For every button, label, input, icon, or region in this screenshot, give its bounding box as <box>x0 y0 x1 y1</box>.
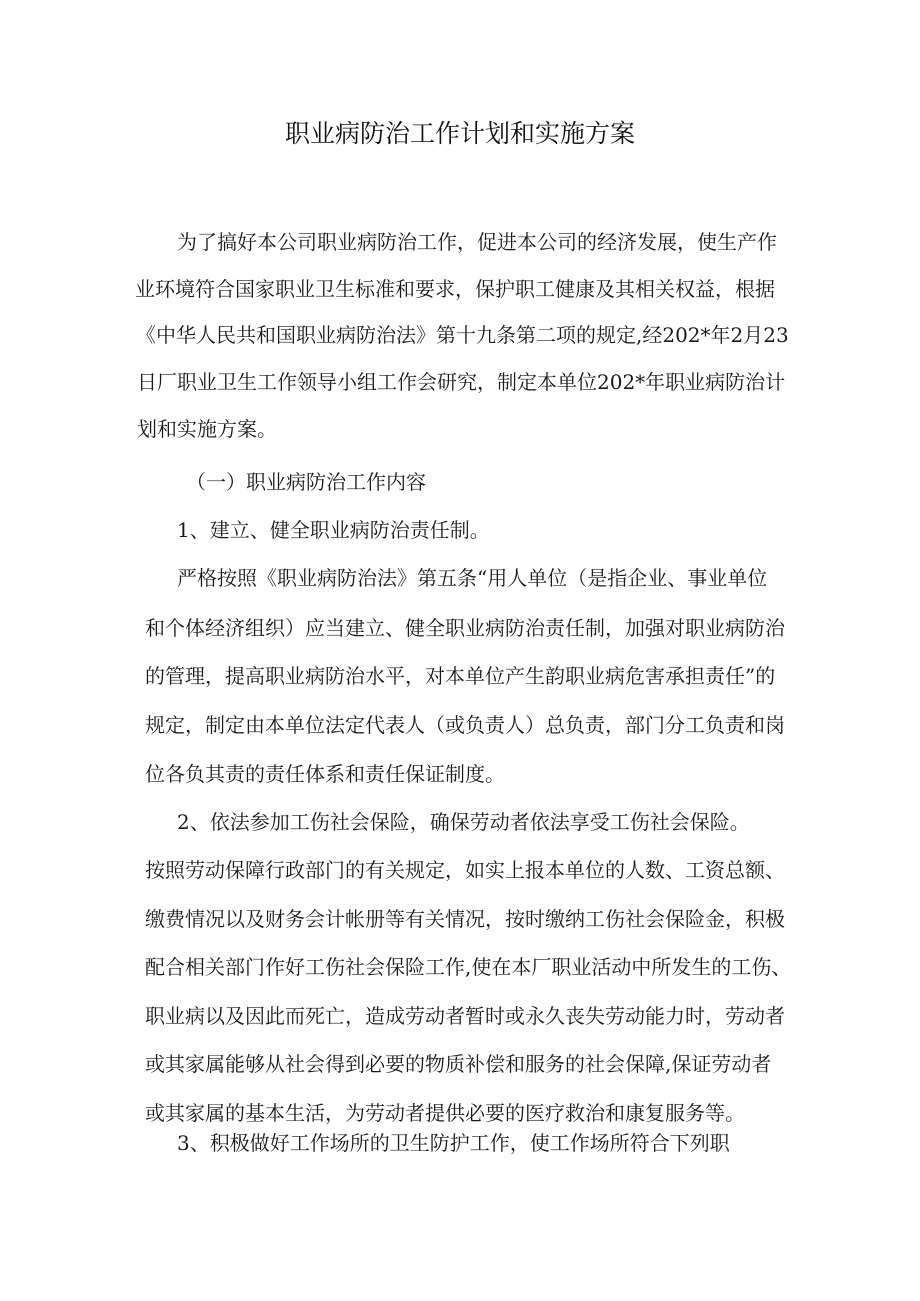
item-1-line-5: 位各负其责的责任体系和责任保证制度。 <box>145 762 505 786</box>
item-1-line-4: 规定，制定由本单位法定代表人（或负责人）总负责，部门分工负责和岗 <box>145 713 785 737</box>
intro-line-3: 《中华人民共和国职业病防治法》第十九条第二项的规定,经202*年2月23 <box>136 323 789 347</box>
intro-line-2: 业环境符合国家职业卫生标准和要求，保护职工健康及其相关权益，根据 <box>135 277 775 301</box>
intro-line-4: 日厂职业卫生工作领导小组工作会研究，制定本单位202*年职业病防治计 <box>137 370 786 394</box>
item-2-line-5: 或其家属能够从社会得到必要的物质补偿和服务的社会保障,保证劳动者 <box>145 1052 772 1076</box>
item-3-heading: 3、积极做好工作场所的卫生防护工作，使工作场所符合下列职 <box>177 1131 730 1155</box>
item-2-heading: 2、依法参加工伤社会保险，确保劳动者依法享受工伤社会保险。 <box>177 810 750 834</box>
item-1-line-1: 严格按照《职业病防治法》第五条“用人单位（是指企业、事业单位 <box>177 566 768 590</box>
intro-line-5: 划和实施方案。 <box>137 417 277 441</box>
item-2-line-1: 按照劳动保障行政部门的有关规定，如实上报本单位的人数、工资总额、 <box>145 858 785 882</box>
item-2-line-6: 或其家属的基本生活，为劳动者提供必要的医疗救治和康复服务等。 <box>145 1101 745 1125</box>
section-heading: （一）职业病防治工作内容 <box>186 470 426 494</box>
item-1-heading: 1、建立、健全职业病防治责任制。 <box>177 518 490 542</box>
document-title: 职业病防治工作计划和实施方案 <box>284 119 635 148</box>
item-2-line-2: 缴费情况以及财务会计帐册等有关情况，按时缴纳工伤社会保险金，积极 <box>145 907 785 931</box>
intro-line-1: 为了搞好本公司职业病防治工作，促进本公司的经济发展，使生产作 <box>177 230 777 254</box>
item-1-line-3: 的管理，提高职业病防治水平，对本单位产生韵职业病危害承担责任”的 <box>145 664 776 688</box>
item-2-line-4: 职业病以及因此而死亡，造成劳动者暂时或永久丧失劳动能力时，劳动者 <box>145 1004 785 1028</box>
item-2-line-3: 配合相关部门作好工伤社会保险工作,使在本厂职业活动中所发生的工伤、 <box>145 955 792 979</box>
item-1-line-2: 和个体经济组织）应当建立、健全职业病防治责任制，加强对职业病防治 <box>145 616 785 640</box>
